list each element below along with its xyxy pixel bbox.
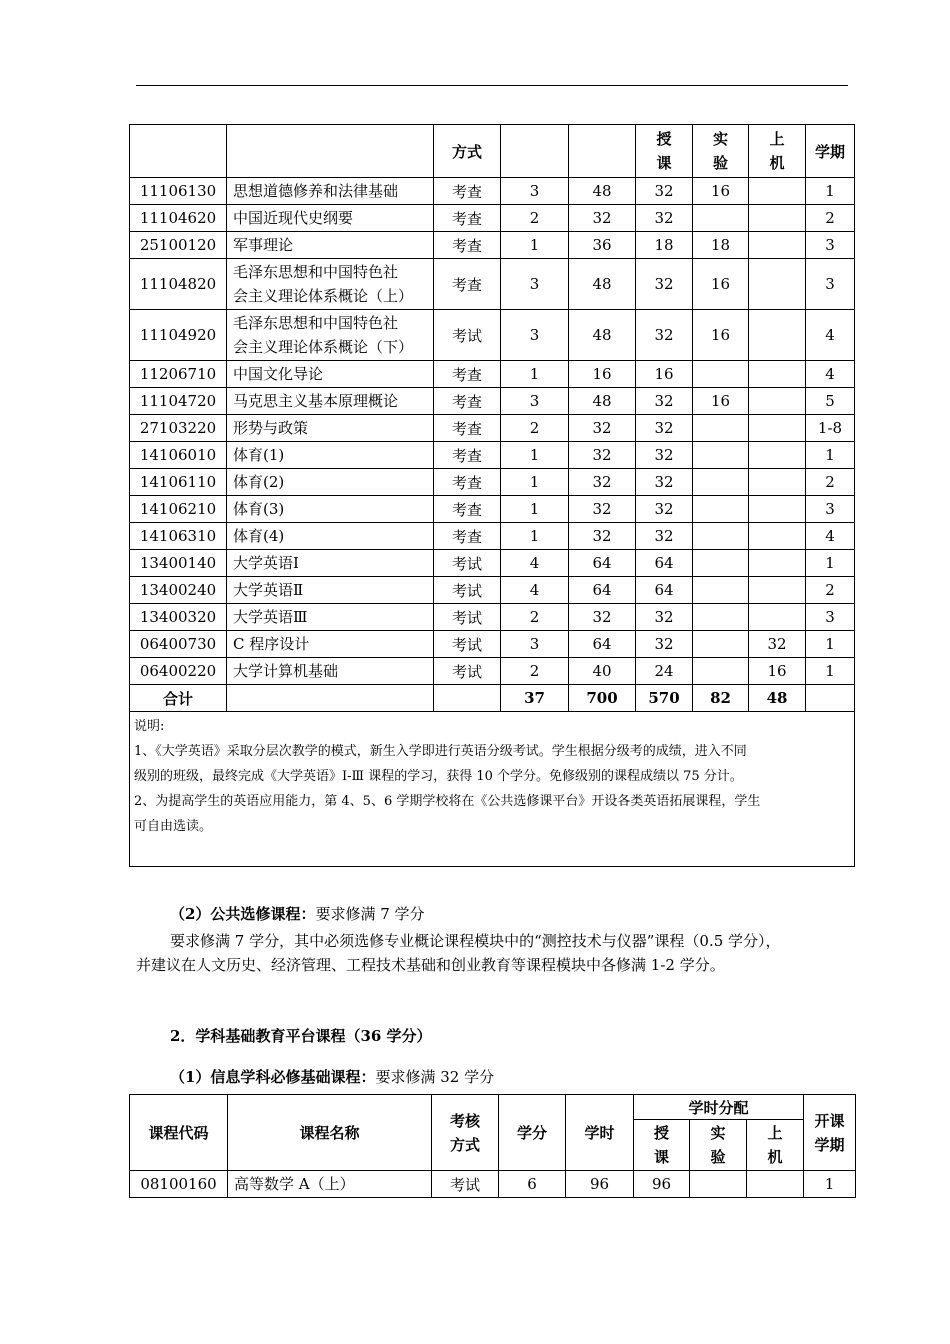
total-empty [806,685,855,712]
course-name: 中国文化导论 [227,361,434,388]
course-comp [749,550,806,577]
table2-body [130,1095,856,1198]
course-code: 25100120 [130,232,227,259]
course-comp [747,1171,804,1198]
course-code: 13400140 [130,550,227,577]
course-exp: 16 [693,259,749,310]
course-teach: 32 [636,178,693,205]
course-credit: 6 [499,1171,566,1198]
course-name: 高等数学 A（上） [228,1171,432,1198]
note-line: 2、为提高学生的英语应用能力，第 4、5、6 学期学校将在《公共选修课平台》开设各类英语拓展课程，学生 [134,794,761,809]
course-credit: 3 [501,178,569,205]
total-label: 合计 [130,685,227,712]
course-name-line1: 毛泽东思想和中国特色社 [233,263,399,281]
header-cell-empty [569,125,636,178]
course-comp [749,415,806,442]
course-name: 大学英语Ⅰ [227,550,434,577]
course-method: 考试 [434,604,501,631]
course-teach: 32 [636,496,693,523]
course-exp [693,658,749,685]
course-credit: 4 [501,577,569,604]
header-method-text: 考核方式 [449,1111,480,1154]
course-teach: 32 [636,259,693,310]
public-elective-title-bold: （2）公共选修课程： [170,905,316,923]
section2-title: 2．学科基础教育平台课程（36 学分） [170,1027,432,1045]
course-exp [693,415,749,442]
course-hours: 64 [569,631,636,658]
course-exp [693,577,749,604]
course-method: 考查 [434,259,501,310]
course-teach: 32 [636,310,693,361]
table-row [130,442,855,469]
course-term: 1 [806,550,855,577]
header-cell-empty [227,125,434,178]
course-term: 5 [806,388,855,415]
course-comp [749,232,806,259]
note-line: 说明: [134,719,165,734]
course-credit: 2 [501,658,569,685]
course-code: 11104920 [130,310,227,361]
course-term: 3 [806,496,855,523]
note-line: 1、《大学英语》采取分层次教学的模式，新生入学即进行英语分级考试。学生根据分级考的成绩，进入不同 [134,744,747,759]
course-term: 4 [806,361,855,388]
course-method: 考查 [434,523,501,550]
info-course-title [170,1066,494,1087]
course-teach: 32 [636,469,693,496]
course-name: 体育(3) [227,496,434,523]
course-code: 13400240 [130,577,227,604]
course-code: 06400730 [130,631,227,658]
course-teach: 96 [634,1171,690,1198]
course-exp [693,205,749,232]
course-name: 思想道德修养和法律基础 [227,178,434,205]
course-term: 2 [806,205,855,232]
header-comp [749,125,806,178]
course-hours: 64 [569,577,636,604]
course-exp [693,550,749,577]
course-teach: 32 [636,442,693,469]
table-row [130,496,855,523]
table-row [130,523,855,550]
course-credit: 1 [501,523,569,550]
course-code: 06400220 [130,658,227,685]
header-cell-empty [501,125,569,178]
table-row [130,205,855,232]
public-required-course-table [129,124,855,867]
course-credit: 2 [501,604,569,631]
course-credit: 1 [501,361,569,388]
course-credit: 3 [501,631,569,658]
course-exp [693,361,749,388]
public-elective-para2: 并建议在人文历史、经济管理、工程技术基础和创业教育等课程模块中各修满 1-2 学分。 [136,956,725,974]
course-exp [693,604,749,631]
course-name: 马克思主义基本原理概论 [227,388,434,415]
header-method [432,1095,499,1171]
course-method: 考查 [434,415,501,442]
course-hours: 64 [569,550,636,577]
course-name: 大学英语Ⅱ [227,577,434,604]
header-teach [636,125,693,178]
course-credit: 3 [501,310,569,361]
header-term: 学期 [806,125,855,178]
course-exp: 16 [693,310,749,361]
course-credit: 1 [501,496,569,523]
course-exp [693,469,749,496]
header-dist: 学时分配 [634,1095,804,1120]
note-line: 级别的班级，最终完成《大学英语》Ⅰ-Ⅲ 课程的学习，获得 10 个学分。免修级别的课程成绩以 75 分计。 [134,769,743,784]
course-name [227,310,434,361]
course-name: C 程序设计 [227,631,434,658]
table-row [130,469,855,496]
info-required-course-table [129,1094,856,1198]
course-comp [749,469,806,496]
course-term: 3 [806,259,855,310]
course-comp [749,577,806,604]
course-teach: 64 [636,550,693,577]
total-empty [434,685,501,712]
course-teach: 32 [636,631,693,658]
course-name: 体育(1) [227,442,434,469]
table-row [130,631,855,658]
course-method: 考查 [434,442,501,469]
course-hours: 32 [569,469,636,496]
course-code: 11106130 [130,178,227,205]
total-row [130,685,855,712]
course-credit: 2 [501,415,569,442]
course-teach: 32 [636,415,693,442]
course-code: 11206710 [130,361,227,388]
notes-cell [130,712,855,867]
header-teach [634,1120,690,1171]
note-line: 可自由选读。 [134,819,213,834]
table-row [130,658,855,685]
table2-header-row1 [130,1095,856,1120]
header-hours: 学时 [566,1095,634,1171]
course-hours: 48 [569,259,636,310]
total-teach: 570 [636,685,693,712]
course-code: 11104720 [130,388,227,415]
table-row [130,232,855,259]
course-method: 考查 [434,232,501,259]
course-hours: 32 [569,604,636,631]
header-exp [693,125,749,178]
header-comp-text: 上机 [769,130,785,172]
table-row [130,310,855,361]
course-comp [749,496,806,523]
course-teach: 32 [636,388,693,415]
course-teach: 18 [636,232,693,259]
header-rule [136,85,848,86]
header-teach-text: 授课 [653,1124,669,1166]
course-name: 大学计算机基础 [227,658,434,685]
course-name: 大学英语Ⅲ [227,604,434,631]
header-comp [747,1120,804,1171]
course-comp: 16 [749,658,806,685]
course-term: 4 [806,310,855,361]
course-teach: 24 [636,658,693,685]
course-comp [749,388,806,415]
course-method: 考试 [432,1171,499,1198]
table-row [130,178,855,205]
course-term: 1 [806,442,855,469]
course-hours: 32 [569,523,636,550]
table-row [130,577,855,604]
public-elective-title [170,903,425,924]
header-comp-text: 上机 [767,1124,783,1166]
table-row [130,604,855,631]
course-name [227,259,434,310]
course-exp [693,496,749,523]
course-hours: 96 [566,1171,634,1198]
header-code: 课程代码 [130,1095,228,1171]
course-code: 27103220 [130,415,227,442]
course-teach: 32 [636,604,693,631]
course-credit: 3 [501,259,569,310]
table-row [130,550,855,577]
course-hours: 48 [569,178,636,205]
course-method: 考试 [434,310,501,361]
table-row [130,259,855,310]
course-term: 3 [806,604,855,631]
course-method: 考查 [434,469,501,496]
course-exp: 18 [693,232,749,259]
header-credit: 学分 [499,1095,566,1171]
course-exp: 16 [693,388,749,415]
course-credit: 2 [501,205,569,232]
course-comp [749,310,806,361]
course-name: 军事理论 [227,232,434,259]
course-comp [749,361,806,388]
course-exp [693,631,749,658]
table1-header-row [130,125,855,178]
course-comp [749,523,806,550]
course-term: 2 [806,577,855,604]
course-method: 考查 [434,205,501,232]
info-course-title-bold: （1）信息学科必修基础课程： [170,1068,376,1086]
course-hours: 32 [569,496,636,523]
course-comp [749,604,806,631]
total-empty [227,685,434,712]
total-hours: 700 [569,685,636,712]
header-exp-text: 实验 [710,1124,726,1166]
course-hours: 40 [569,658,636,685]
header-teach-text: 授课 [656,130,672,172]
course-method: 考查 [434,178,501,205]
course-exp: 16 [693,178,749,205]
course-term: 1 [804,1171,856,1198]
course-teach: 16 [636,361,693,388]
course-method: 考查 [434,361,501,388]
course-hours: 36 [569,232,636,259]
course-name: 形势与政策 [227,415,434,442]
total-credit: 37 [501,685,569,712]
total-comp: 48 [749,685,806,712]
table-row [130,388,855,415]
header-cell-empty [130,125,227,178]
course-name-line1: 毛泽东思想和中国特色社 [233,314,399,332]
course-term: 3 [806,232,855,259]
course-hours: 32 [569,442,636,469]
table1-body [130,125,855,867]
course-name: 体育(2) [227,469,434,496]
info-course-title-rest: 要求修满 32 学分 [375,1068,495,1086]
course-teach: 32 [636,523,693,550]
course-term: 1 [806,658,855,685]
course-method: 考查 [434,388,501,415]
course-hours: 16 [569,361,636,388]
header-exp [690,1120,747,1171]
course-term: 1 [806,631,855,658]
course-method: 考试 [434,577,501,604]
course-method: 考试 [434,550,501,577]
course-method: 考试 [434,631,501,658]
course-hours: 32 [569,415,636,442]
course-comp [749,259,806,310]
course-exp [693,442,749,469]
course-term: 1 [806,178,855,205]
course-code: 14106210 [130,496,227,523]
course-method: 考查 [434,496,501,523]
header-term-text: 开课学期 [814,1111,845,1154]
course-code: 14106010 [130,442,227,469]
course-code: 14106310 [130,523,227,550]
course-comp: 32 [749,631,806,658]
public-elective-para1: 要求修满 7 学分，其中必须选修专业概论课程模块中的“测控技术与仪器”课程（0.5 学分）， [170,932,781,950]
table-row [130,361,855,388]
course-credit: 1 [501,232,569,259]
course-hours: 48 [569,388,636,415]
header-name: 课程名称 [228,1095,432,1171]
course-method: 考试 [434,658,501,685]
course-code: 11104820 [130,259,227,310]
course-comp [749,205,806,232]
course-code: 13400320 [130,604,227,631]
table-row [130,415,855,442]
public-elective-title-rest: 要求修满 7 学分 [315,905,425,923]
notes-row [130,712,855,867]
header-method: 方式 [434,125,501,178]
course-exp [690,1171,747,1198]
table-row [130,1171,856,1198]
total-exp: 82 [693,685,749,712]
course-term: 1-8 [806,415,855,442]
course-teach: 64 [636,577,693,604]
course-code: 11104620 [130,205,227,232]
course-credit: 1 [501,442,569,469]
course-credit: 4 [501,550,569,577]
header-exp-text: 实验 [712,130,728,172]
course-hours: 32 [569,205,636,232]
course-teach: 32 [636,205,693,232]
header-term [804,1095,856,1171]
course-comp [749,442,806,469]
course-hours: 48 [569,310,636,361]
course-credit: 1 [501,469,569,496]
course-name-line2: 会主义理论体系概论（下） [233,338,414,356]
course-term: 2 [806,469,855,496]
course-term: 4 [806,523,855,550]
course-comp [749,178,806,205]
course-credit: 3 [501,388,569,415]
course-name: 体育(4) [227,523,434,550]
course-code: 08100160 [130,1171,228,1198]
course-exp [693,523,749,550]
course-code: 14106110 [130,469,227,496]
course-name-line2: 会主义理论体系概论（上） [233,287,414,305]
course-name: 中国近现代史纲要 [227,205,434,232]
